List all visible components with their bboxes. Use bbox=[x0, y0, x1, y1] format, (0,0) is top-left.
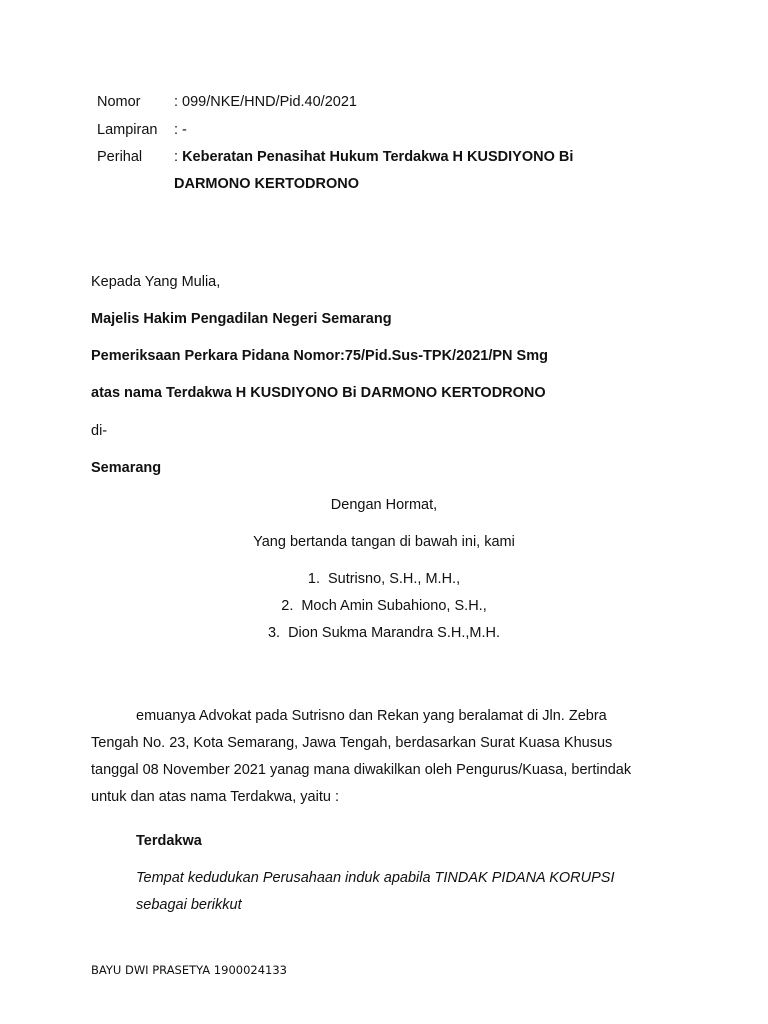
perihal-label: Perihal bbox=[97, 149, 143, 165]
list-number: 1. bbox=[307, 571, 320, 587]
addressee-defendant: atas nama Terdakwa H KUSDIYONO Bi DARMONO KERTODRONO bbox=[91, 385, 546, 401]
nomor-value: : 099/NKE/HND/Pid.40/2021 bbox=[174, 94, 357, 110]
italic-line: sebagai berikkut bbox=[136, 897, 242, 913]
signatory-name: Moch Amin Subahiono, S.H., bbox=[301, 598, 487, 614]
paragraph-line: emuanya Advokat pada Sutrisno dan Rekan yang beralamat di Jln. Zebra bbox=[136, 708, 607, 724]
intro-text: Yang bertanda tangan di bawah ini, kami bbox=[253, 534, 515, 550]
salutation: Dengan Hormat, bbox=[330, 497, 438, 513]
list-item bbox=[0, 598, 768, 614]
paragraph-line: Tengah No. 23, Kota Semarang, Jawa Tengah, berdasarkan Surat Kuasa Khusus bbox=[91, 735, 613, 751]
addressee-case: Pemeriksaan Perkara Pidana Nomor:75/Pid.Sus-TPK/2021/PN Smg bbox=[91, 348, 548, 364]
list-item bbox=[0, 571, 768, 587]
paragraph-line: tanggal 08 November 2021 yanag mana diwakilkan oleh Pengurus/Kuasa, bertindak bbox=[91, 762, 632, 778]
lampiran-value: : - bbox=[174, 122, 187, 138]
perihal-line2: DARMONO KERTODRONO bbox=[174, 176, 360, 192]
greeting: Kepada Yang Mulia, bbox=[91, 274, 221, 290]
list-number: 3. bbox=[267, 625, 281, 641]
addressee-di: di- bbox=[91, 423, 108, 439]
signatory-name: Sutrisno, S.H., M.H., bbox=[327, 571, 461, 587]
addressee-city: Semarang bbox=[91, 460, 162, 476]
perihal-value bbox=[174, 149, 573, 165]
italic-line: Tempat kedudukan Perusahaan induk apabila TINDAK PIDANA KORUPSI bbox=[136, 870, 615, 886]
signatory-name: Dion Sukma Marandra S.H.,M.H. bbox=[288, 625, 501, 641]
list-number: 2. bbox=[281, 598, 294, 614]
addressee-court: Majelis Hakim Pengadilan Negeri Semarang bbox=[91, 311, 392, 327]
perihal-colon: : bbox=[174, 149, 179, 165]
terdakwa-heading: Terdakwa bbox=[136, 833, 202, 849]
lampiran-label: Lampiran bbox=[97, 122, 158, 138]
paragraph-line: untuk dan atas nama Terdakwa, yaitu : bbox=[91, 789, 339, 805]
perihal-line1: Keberatan Penasihat Hukum Terdakwa H KUSDIYONO Bi bbox=[182, 149, 574, 165]
nomor-label: Nomor bbox=[97, 94, 141, 110]
footer-author: BAYU DWI PRASETYA 1900024133 bbox=[91, 963, 287, 977]
list-item bbox=[0, 625, 768, 641]
